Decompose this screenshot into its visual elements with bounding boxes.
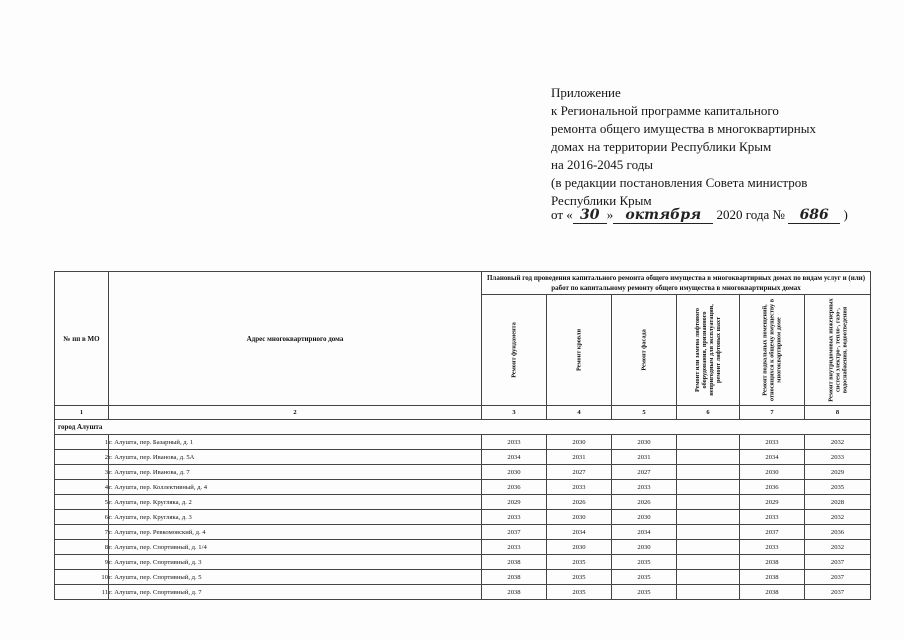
- column-header-number: № пп в МО: [55, 272, 109, 406]
- row-number: 1: [55, 435, 109, 450]
- column-header-foundation: [482, 295, 547, 406]
- appendix-line: к Региональной программе капитального: [551, 103, 779, 118]
- table-row: [55, 480, 871, 495]
- decree-mid: »: [606, 207, 614, 222]
- row-number: 11: [55, 585, 109, 600]
- row-year-cell: 2038: [482, 585, 547, 600]
- row-year-cell: 2036: [482, 480, 547, 495]
- row-number: 2: [55, 450, 109, 465]
- handwritten-month: октября: [613, 207, 713, 224]
- row-year-cell: 2034: [482, 450, 547, 465]
- table-body: [55, 435, 871, 600]
- row-year-cell: 2029: [482, 495, 547, 510]
- appendix-line: (в редакции постановления Совета министров: [551, 175, 808, 190]
- row-year-cell: 2033: [612, 480, 677, 495]
- row-year-cell: [677, 495, 740, 510]
- header-row-top: [55, 272, 871, 295]
- row-year-cell: 2030: [612, 540, 677, 555]
- row-year-cell: 2033: [740, 435, 805, 450]
- appendix-line: домах на территории Республики Крым: [551, 139, 772, 154]
- row-year-cell: 2032: [805, 510, 871, 525]
- appendix-line: Республики Крым: [551, 193, 652, 208]
- group-row: [55, 420, 871, 435]
- column-number: 5: [612, 406, 677, 420]
- row-year-cell: 2034: [612, 525, 677, 540]
- decree-prefix: от «: [551, 207, 573, 222]
- row-year-cell: 2027: [547, 465, 612, 480]
- row-year-cell: 2038: [482, 555, 547, 570]
- decree-year-text: 2020 года №: [716, 207, 785, 222]
- row-number: 4: [55, 480, 109, 495]
- table-row: [55, 555, 871, 570]
- row-year-cell: 2031: [547, 450, 612, 465]
- row-year-cell: [677, 480, 740, 495]
- row-year-cell: 2037: [805, 585, 871, 600]
- column-header-planned-year: Плановый год проведения капитального ремонта общего имущества в многоквартирных домах по видам услуг и (или) работ по капитальному ремонту общего имущества в многоквартирных домах: [482, 272, 871, 295]
- row-year-cell: 2030: [547, 540, 612, 555]
- table-row: [55, 435, 871, 450]
- column-number: 7: [740, 406, 805, 420]
- row-year-cell: 2037: [482, 525, 547, 540]
- column-number: 1: [55, 406, 109, 420]
- row-number: 9: [55, 555, 109, 570]
- row-year-cell: 2037: [805, 555, 871, 570]
- row-year-cell: 2029: [805, 465, 871, 480]
- column-number: 6: [677, 406, 740, 420]
- row-address: г. Алушта, пер. Спортивный, д. 5: [109, 570, 482, 585]
- column-header-elevator: [677, 295, 740, 406]
- work-type-label: Ремонт подвальных помещений, относящихся к общему имуществу в многоквартирном доме: [761, 298, 783, 402]
- row-year-cell: 2035: [547, 585, 612, 600]
- work-type-label: Ремонт фундамента: [510, 322, 518, 378]
- row-year-cell: 2036: [805, 525, 871, 540]
- row-year-cell: 2035: [612, 585, 677, 600]
- row-address: г. Алушта, пер. Коллективный, д. 4: [109, 480, 482, 495]
- row-year-cell: 2034: [547, 525, 612, 540]
- row-address: г. Алушта, пер. Ревкомовский, д. 4: [109, 525, 482, 540]
- row-year-cell: 2037: [805, 570, 871, 585]
- row-year-cell: [677, 465, 740, 480]
- column-header-basement: [740, 295, 805, 406]
- row-year-cell: 2036: [740, 480, 805, 495]
- work-type-label: Ремонт кровли: [575, 328, 583, 372]
- decree-suffix: ): [843, 207, 848, 222]
- row-year-cell: [677, 555, 740, 570]
- work-type-label: Ремонт или замена лифтового оборудования, признанного непригодным для эксплуатации, ремонт лифтовых шахт: [694, 304, 722, 396]
- table-row: [55, 465, 871, 480]
- handwritten-day: 30: [573, 207, 607, 224]
- row-year-cell: 2035: [547, 555, 612, 570]
- row-year-cell: [677, 540, 740, 555]
- row-year-cell: 2026: [612, 495, 677, 510]
- decree-reference: [551, 204, 871, 226]
- row-number: 6: [55, 510, 109, 525]
- row-address: г. Алушта, пер. Спортивный, д. 3: [109, 555, 482, 570]
- row-year-cell: 2030: [740, 465, 805, 480]
- row-address: г. Алушта, пер. Иванова, д. 5А: [109, 450, 482, 465]
- row-address: г. Алушта, пер. Спортивный, д. 7: [109, 585, 482, 600]
- repair-schedule-table: [54, 271, 871, 600]
- row-year-cell: 2031: [612, 450, 677, 465]
- row-year-cell: 2029: [740, 495, 805, 510]
- row-address: г. Алушта, пер. Спортивный, д. 1/4: [109, 540, 482, 555]
- column-number: 8: [805, 406, 871, 420]
- row-year-cell: 2038: [740, 585, 805, 600]
- row-year-cell: 2030: [547, 435, 612, 450]
- column-number: 2: [109, 406, 482, 420]
- row-year-cell: 2035: [547, 570, 612, 585]
- row-year-cell: [677, 450, 740, 465]
- row-year-cell: [677, 435, 740, 450]
- table-row: [55, 585, 871, 600]
- row-year-cell: 2032: [805, 540, 871, 555]
- row-year-cell: 2033: [547, 480, 612, 495]
- row-year-cell: 2038: [740, 570, 805, 585]
- row-year-cell: 2034: [740, 450, 805, 465]
- row-year-cell: [677, 570, 740, 585]
- row-year-cell: 2037: [740, 525, 805, 540]
- column-number: 3: [482, 406, 547, 420]
- row-year-cell: 2038: [740, 555, 805, 570]
- row-address: г. Алушта, пер. Иванова, д. 7: [109, 465, 482, 480]
- row-year-cell: 2038: [482, 570, 547, 585]
- row-year-cell: 2033: [740, 510, 805, 525]
- column-header-engineering-systems: [805, 295, 871, 406]
- row-year-cell: 2026: [547, 495, 612, 510]
- table-row: [55, 525, 871, 540]
- row-year-cell: 2030: [547, 510, 612, 525]
- table-row: [55, 495, 871, 510]
- appendix-line: Приложение: [551, 85, 621, 100]
- row-year-cell: 2030: [482, 465, 547, 480]
- row-number: 8: [55, 540, 109, 555]
- row-year-cell: 2033: [805, 450, 871, 465]
- row-year-cell: 2033: [482, 510, 547, 525]
- row-year-cell: 2028: [805, 495, 871, 510]
- row-year-cell: [677, 525, 740, 540]
- handwritten-decree-number: 686: [788, 207, 840, 224]
- row-year-cell: 2030: [612, 435, 677, 450]
- table-row: [55, 570, 871, 585]
- row-address: г. Алушта, пер. Кругляка, д. 2: [109, 495, 482, 510]
- column-number: 4: [547, 406, 612, 420]
- row-address: г. Алушта, пер. Кругляка, д. 3: [109, 510, 482, 525]
- row-year-cell: [677, 585, 740, 600]
- row-year-cell: 2033: [482, 435, 547, 450]
- row-year-cell: 2035: [805, 480, 871, 495]
- row-year-cell: 2035: [612, 570, 677, 585]
- column-header-address: Адрес многоквартирного дома: [109, 272, 482, 406]
- appendix-line: ремонта общего имущества в многоквартирных: [551, 121, 816, 136]
- row-number: 5: [55, 495, 109, 510]
- row-year-cell: 2027: [612, 465, 677, 480]
- table-row: [55, 540, 871, 555]
- group-title: город Алушта: [55, 420, 871, 435]
- work-type-label: Ремонт внутридомовых инженерных систем электро-, тепло-, газо-, водоснабжения, водоотведения: [827, 298, 848, 402]
- column-header-roof: [547, 295, 612, 406]
- appendix-header: [551, 84, 881, 210]
- appendix-line: на 2016-2045 годы: [551, 157, 654, 172]
- row-number: 7: [55, 525, 109, 540]
- row-number: 3: [55, 465, 109, 480]
- row-year-cell: 2035: [612, 555, 677, 570]
- column-number-row: [55, 406, 871, 420]
- row-year-cell: 2033: [482, 540, 547, 555]
- row-address: г. Алушта, пер. Базарный, д. 1: [109, 435, 482, 450]
- table-row: [55, 450, 871, 465]
- row-year-cell: [677, 510, 740, 525]
- row-year-cell: 2033: [740, 540, 805, 555]
- row-number: 10: [55, 570, 109, 585]
- table-row: [55, 510, 871, 525]
- work-type-label: Ремонт фасада: [640, 329, 648, 371]
- row-year-cell: 2030: [612, 510, 677, 525]
- row-year-cell: 2032: [805, 435, 871, 450]
- column-header-facade: [612, 295, 677, 406]
